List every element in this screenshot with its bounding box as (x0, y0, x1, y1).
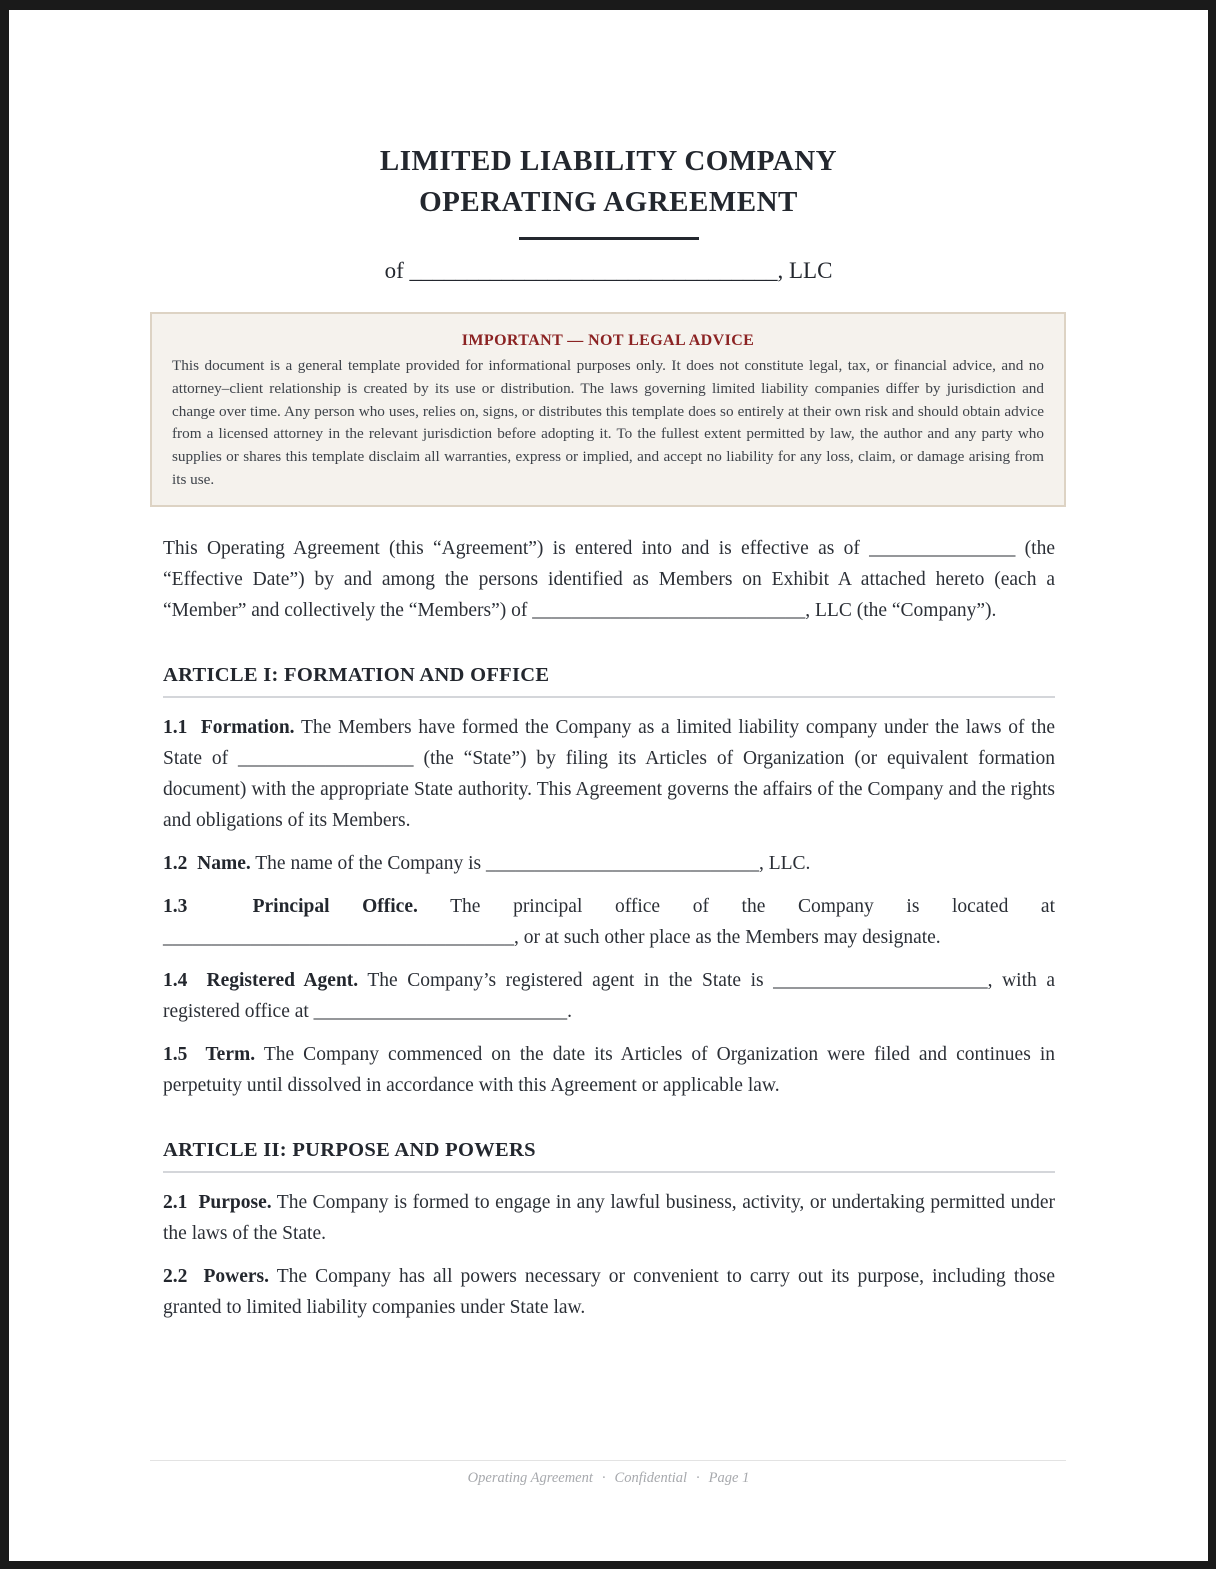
section-text: The Company is formed to engage in any lawful business, activity, or undertaking permitted under the laws of the State. (163, 1192, 1055, 1244)
page-footer (9, 1468, 1208, 1488)
document-title-line-1: LIMITED LIABILITY COMPANY (379, 145, 838, 177)
section-term: Name. (197, 853, 251, 874)
footer-divider (150, 1460, 1066, 1461)
section-number: 2.2 (163, 1266, 188, 1287)
section-term: Principal Office. (252, 896, 418, 917)
section-number: 1.1 (163, 717, 188, 738)
section-1-1 (163, 712, 1055, 836)
document-page (9, 10, 1208, 1561)
disclaimer-body: This document is a general template provided for informational purposes only. It does not constitute legal, tax, or financial advice, and no attorney–client relationship is created by its use or distribution. The laws governing limited liability companies differ by jurisdiction and change over time. Any person who uses, relies on, signs, or distributes this template does so entirely at their own risk and should obtain advice from a licensed attorney in the relevant jurisdiction before adopting it. To the fullest extent permitted by law, the author and any party who supplies or shares this template disclaim all warranties, express or implied, and accept no liability for any loss, claim, or damage arising from its use. (172, 357, 1044, 488)
section-number: 1.2 (163, 853, 188, 874)
section-number: 1.3 (163, 896, 188, 917)
section-1-2 (163, 848, 1055, 879)
section-number: 1.5 (163, 1044, 188, 1065)
section-number: 2.1 (163, 1192, 188, 1213)
section-text: The Members have formed the Company as a limited liability company under the laws of the State of __________________ (the “State”) by filing its Articles of Organization (or equivalent formation document) with the appropriate State authority. This Agreement governs the affairs of the Company and the rights and obligations of its Members. (163, 717, 1055, 831)
footer-confidential-label: Confidential (614, 1470, 688, 1486)
footer-document-name: Operating Agreement (467, 1470, 593, 1486)
legal-disclaimer-box (150, 312, 1066, 507)
section-1-5 (163, 1039, 1055, 1101)
article-heading-2: ARTICLE II: PURPOSE AND POWERS (163, 1135, 1055, 1173)
company-name-line: of ________________________________, LLC (384, 258, 833, 283)
section-text: The Company’s registered agent in the State is ______________________, with a registered office at __________________________. (163, 970, 1055, 1022)
agreement-body (163, 533, 1055, 1335)
document-title-line-2: OPERATING AGREEMENT (419, 186, 798, 218)
section-term: Powers. (203, 1266, 270, 1287)
section-term: Registered Agent. (206, 970, 359, 991)
section-term: Purpose. (198, 1192, 272, 1213)
disclaimer-title: IMPORTANT — NOT LEGAL ADVICE (461, 332, 755, 349)
section-text: The name of the Company is ____________________________, LLC. (255, 853, 811, 874)
title-divider (519, 237, 699, 240)
footer-page-number: Page 1 (708, 1470, 750, 1486)
section-number: 1.4 (163, 970, 188, 991)
article-heading-1: ARTICLE I: FORMATION AND OFFICE (163, 660, 1055, 698)
section-1-3 (163, 891, 1055, 953)
section-2-2 (163, 1261, 1055, 1323)
section-text: The principal office of the Company is located at ____________________________________, or at such other place as the Members may designate. (163, 896, 1055, 948)
footer-separator: · (696, 1470, 700, 1486)
section-2-1 (163, 1187, 1055, 1249)
footer-separator: · (601, 1470, 606, 1486)
section-text: The Company has all powers necessary or convenient to carry out its purpose, including those granted to limited liability companies under State law. (163, 1266, 1055, 1318)
section-text: The Company commenced on the date its Articles of Organization were filed and continues in perpetuity until dissolved in accordance with this Agreement or applicable law. (163, 1044, 1056, 1096)
section-term: Term. (205, 1044, 256, 1065)
section-1-4 (163, 965, 1055, 1027)
intro-paragraph: This Operating Agreement (this “Agreement”) is entered into and is effective as of _______________ (the “Effective Date”) by and among the persons identified as Members on Exhibit A attached hereto (each a “Member” and collectively the “Members”) of ____________________________, LLC (the “Company”). (163, 538, 1055, 621)
section-term: Formation. (200, 717, 295, 738)
